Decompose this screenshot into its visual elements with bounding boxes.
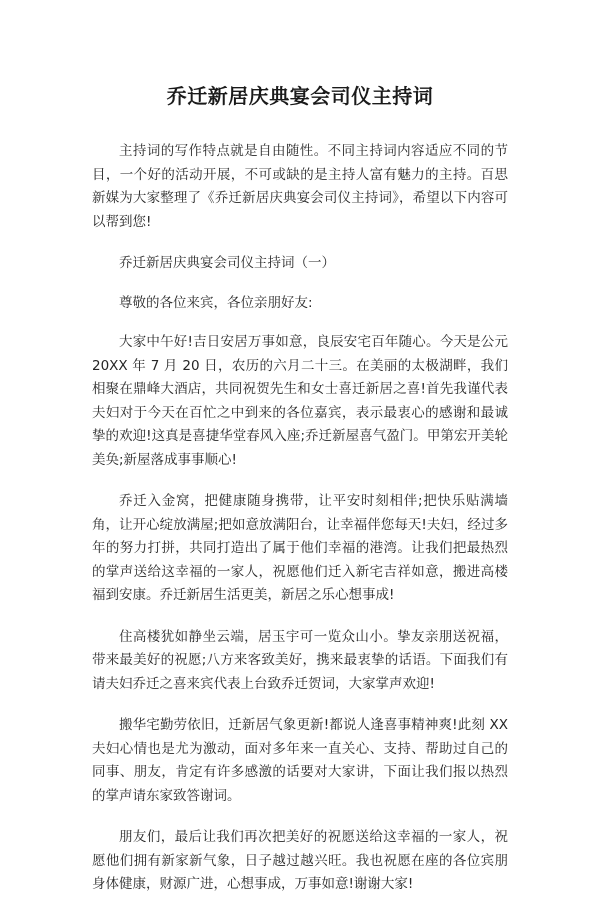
salutation-paragraph: 尊敬的各位来宾，各位亲朋好友: (119, 294, 313, 311)
body-paragraph-1: 大家中午好!吉日安居万事如意，良辰安宅百年随心。今天是公元 20XX 年 7 月 20 日，农历的六月二十三。在美丽的太极湖畔，我们相聚在鼎峰大酒店，共同祝贺先生和女士喜迁新居之喜!首先我谨代表夫妇对于今天在百忙之中到来的各位嘉宾，表示最衷心的感谢和最诚挚的欢迎!这真是喜捷华堂春风入座;乔迁新屋喜气盈门。甲第宏开美轮美奂;新屋落成事事顺心! (92, 334, 508, 468)
intro-paragraph: 主持词的写作特点就是自由随性。不同主持词内容适应不同的节目，一个好的活动开展，不可或缺的是主持人富有魅力的主持。百思新媒为大家整理了《乔迁新居庆典宴会司仪主持词》，希望以下内容可以帮到您! (92, 143, 508, 230)
body-paragraph-3: 住高楼犹如静坐云端，居玉宇可一览众山小。挚友亲朋送祝福，带来最美好的祝愿;八方来客致美好，携来最衷挚的话语。下面我们有请夫妇乔迁之喜来宾代表上台致乔迁贺词，大家掌声欢迎! (92, 628, 508, 692)
document-title: 乔迁新居庆典宴会司仪主持词 (166, 84, 434, 108)
body-paragraph-2: 乔迁入金窝，把健康随身携带，让平安时刻相伴;把快乐贴满墙角，让开心绽放满屋;把如意放满阳台，让幸福伴您每天!夫妇，经过多年的努力打拼，共同打造出了属于他们幸福的港湾。让我们把最热烈的掌声送给这幸福的一家人，祝愿他们迁入新宅吉祥如意，搬进高楼福到安康。乔迁新居生活更美，新居之乐心想事成! (92, 493, 508, 603)
closing-paragraph: 朋友们，最后让我们再次把美好的祝愿送给这幸福的一家人，祝愿他们拥有新家新气象，日子越过越兴旺。我也祝愿在座的各位宾朋身体健康，财源广进，心想事成，万事如意!谢谢大家! (92, 829, 508, 892)
section-heading: 乔迁新居庆典宴会司仪主持词（一） (119, 255, 335, 271)
body-paragraph-4: 搬华宅勤劳依旧，迁新居气象更新!都说人逢喜事精神爽!此刻 XX 夫妇心情也是尤为激动，面对多年来一直关心、支持、帮助过自己的同事、朋友，肯定有许多感激的话要对大家讲，下面让我们报以热烈的掌声请东家致答谢词。 (92, 717, 508, 804)
